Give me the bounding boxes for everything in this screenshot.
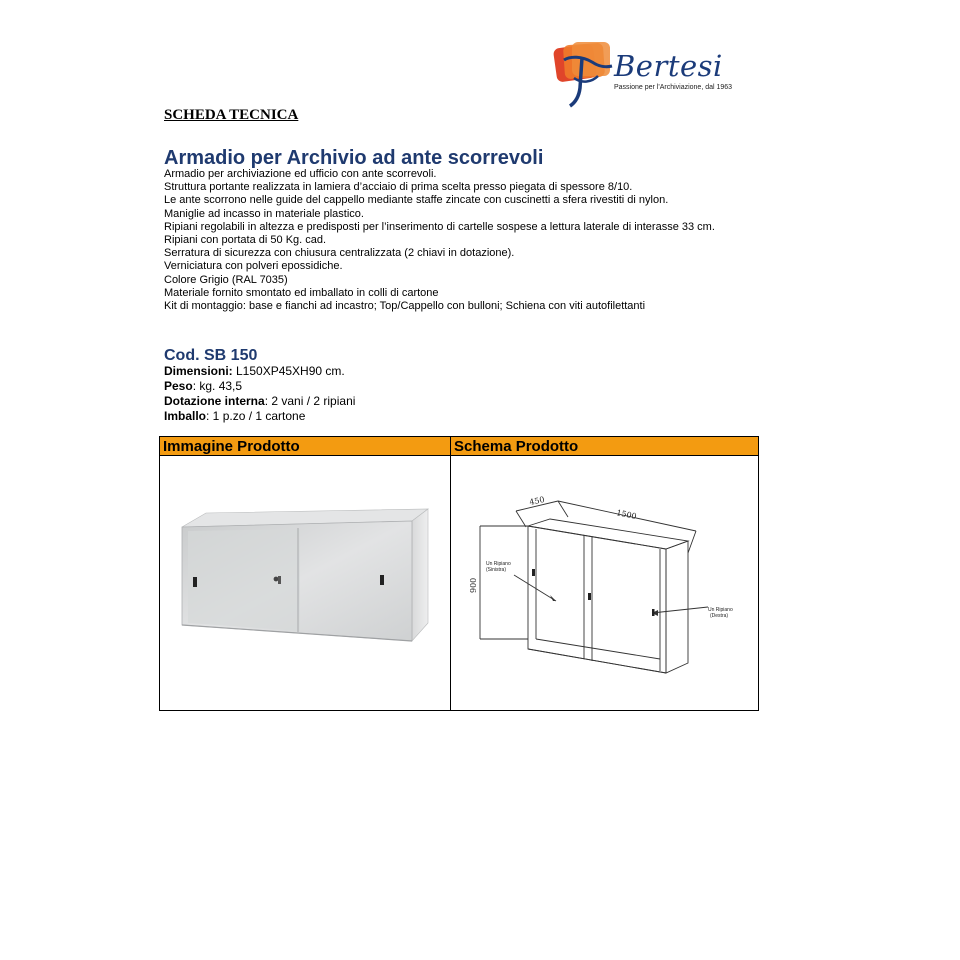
spec-label: Peso: [164, 379, 193, 393]
schema-right-note-line2: (Destra): [710, 613, 729, 619]
spec-dimensions: [164, 364, 355, 379]
schema-right-note-line1: Un Ripiano: [708, 607, 733, 613]
description-line: Armadio per archiviazione ed ufficio con ante scorrevoli.: [164, 168, 437, 180]
description-line: Kit di montaggio: base e fianchi ad incastro; Top/Cappello con bulloni; Schiena con viti autofilettanti: [164, 300, 646, 313]
product-schema-header: Schema Prodotto: [450, 437, 758, 456]
page-title: Armadio per Archivio ad ante scorrevoli: [164, 147, 544, 169]
schema-width-label: 1500: [615, 508, 638, 522]
description-line: Verniciatura con polveri epossidiche.: [164, 260, 343, 273]
bertesi-logo: [552, 38, 762, 110]
schema-height-label: 900: [469, 577, 478, 593]
description-line: Ripiani regolabili in altezza e predisposti per l’inserimento di cartelle sospese a lettura laterale di interasse 33 cm.: [164, 220, 715, 233]
schema-left-note-line2: (Sinistra): [486, 567, 507, 573]
product-specs: [164, 364, 355, 424]
brand-name: Bertesi: [614, 49, 723, 83]
spec-weight: [164, 379, 355, 394]
product-image-header: Immagine Prodotto: [160, 437, 450, 456]
product-table: [159, 436, 759, 711]
bertesi-logo-mark-icon: [552, 38, 616, 110]
spec-label: Imballo: [164, 409, 207, 423]
description-line: Struttura portante realizzata in lamiera d’acciaio di prima scelta presso piegata di spessore 8/10.: [164, 181, 633, 194]
spec-label: Dimensioni:: [164, 364, 233, 378]
description-line: Le ante scorrono nelle guide del cappello mediante staffe zincate con cuscinetti a sfera rivestiti di nylon.: [164, 194, 669, 207]
spec-packaging: [164, 409, 355, 424]
schema-left-note-line1: Un Ripiano: [486, 561, 511, 567]
spec-internal: [164, 394, 355, 409]
description-line: Serratura di sicurezza con chiusura centralizzata (2 chiavi in dotazione).: [164, 247, 515, 260]
section-label: SCHEDA TECNICA: [164, 107, 299, 123]
product-description: [164, 168, 715, 313]
spec-label: Dotazione interna: [164, 394, 265, 408]
description-line: Maniglie ad incasso in materiale plastico.: [164, 207, 364, 220]
product-schema-diagram: [456, 489, 756, 699]
description-line: Colore Grigio (RAL 7035): [164, 273, 288, 286]
spec-value: : 2 vani / 2 ripiani: [264, 394, 356, 408]
spec-value: : kg. 43,5: [192, 379, 243, 393]
spec-value: : 1 p.zo / 1 cartone: [206, 409, 306, 423]
product-photo: [180, 499, 430, 649]
description-line: Ripiani con portata di 50 Kg. cad.: [164, 234, 327, 247]
spec-value: L150XP45XH90 cm.: [232, 364, 345, 378]
table-divider: [450, 437, 451, 710]
description-line: Materiale fornito smontato ed imballato in colli di cartone: [164, 286, 439, 299]
product-code: Cod. SB 150: [164, 347, 258, 364]
schema-depth-label: 450: [528, 494, 546, 507]
brand-tagline: Passione per l'Archiviazione, dal 1963: [614, 84, 733, 91]
